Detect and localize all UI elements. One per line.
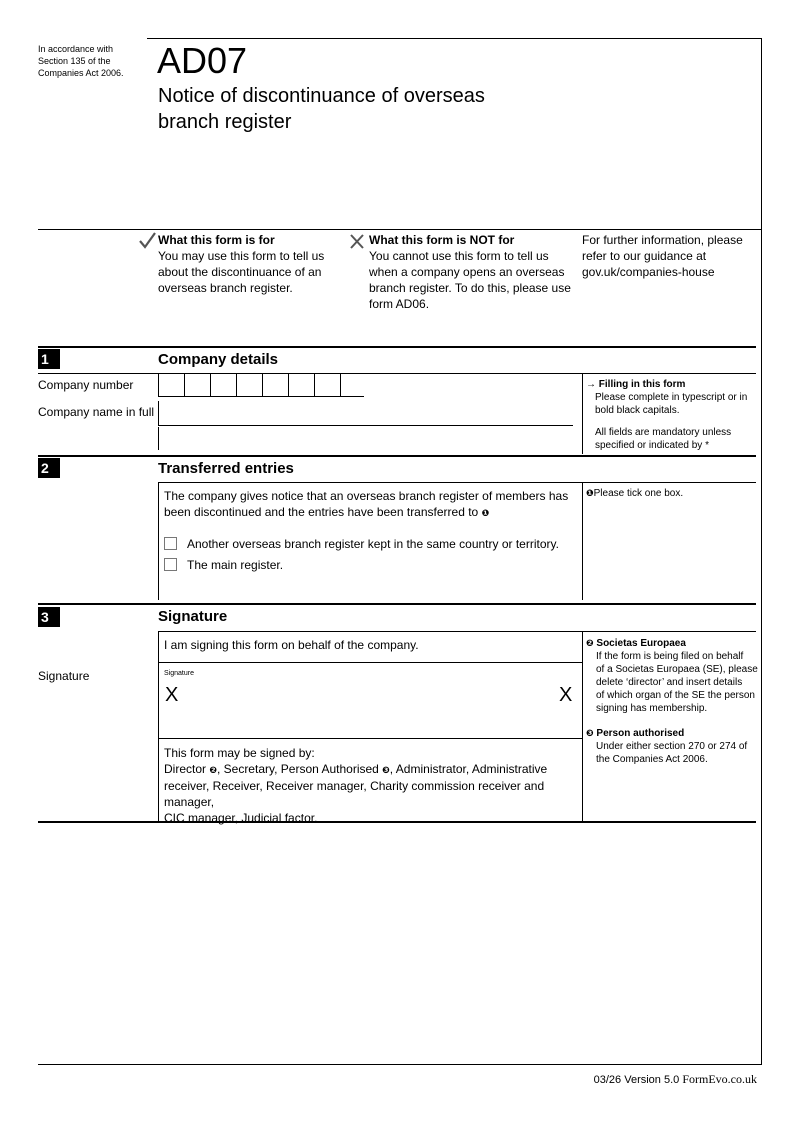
for-text-line: overseas branch register. (158, 281, 293, 295)
check-mark-icon (137, 230, 157, 250)
note-text-line: bold black capitals. (595, 405, 680, 416)
person-authorised-heading (586, 727, 758, 740)
not-for-text-line: branch register. To do this, please use (369, 281, 571, 295)
signatory-text: Director (164, 762, 210, 776)
version-text: 03/26 Version 5.0 (593, 1074, 680, 1086)
section3-number: 3 (38, 607, 60, 627)
info-text-line: refer to our guidance at (582, 249, 707, 263)
filling-in-note (586, 378, 756, 452)
not-for-heading: What this form is NOT for (369, 233, 515, 247)
option-main-register-checkbox[interactable] (164, 558, 177, 571)
option-main-register-label: The main register. (187, 558, 284, 572)
section3-bottom-rule (38, 821, 756, 823)
tick-one-box-note (586, 487, 756, 500)
section1-side-divider (582, 374, 583, 454)
footer-version (560, 1072, 757, 1087)
section3-side-divider (582, 631, 583, 821)
transfer-notice-line (164, 504, 579, 521)
option-another-branch-checkbox[interactable] (164, 537, 177, 550)
note-text-line: Under either section 270 or 274 of (596, 741, 748, 752)
note-marker-1: ❶ (481, 508, 490, 518)
section1-number: 1 (38, 349, 60, 369)
section2-number: 2 (38, 458, 60, 478)
signature-box-label: Signature (164, 670, 194, 677)
brand-text: FormEvo.co.uk (682, 1072, 757, 1086)
company-name-field[interactable] (158, 401, 573, 426)
section2-top-rule (38, 455, 756, 457)
for-heading: What this form is for (158, 233, 275, 247)
note-text-line: delete ‘director’ and insert details (596, 677, 743, 688)
page-title (158, 83, 485, 135)
note-marker-3: ❸ (586, 728, 594, 738)
note-marker-3: ❸ (382, 765, 390, 775)
what-form-is-not-for (369, 232, 579, 312)
form-code: AD07 (157, 40, 248, 81)
transfer-notice (164, 488, 579, 521)
note-text-line: of which organ of the SE the person (596, 690, 755, 701)
note-text-line: signing has membership. (596, 703, 708, 714)
section1-top-rule (38, 346, 756, 348)
company-number-label: Company number (38, 378, 134, 392)
transfer-notice-text: been discontinued and the entries have been transferred to (164, 505, 479, 519)
legal-note (38, 43, 148, 79)
note-text-line: specified or indicated by * (595, 440, 709, 451)
societas-europaea-heading (586, 637, 758, 650)
legal-note-line: In accordance with (38, 44, 114, 54)
legal-note-line: Section 135 of the (38, 56, 111, 66)
section2-left-border (158, 482, 159, 600)
note-text-line: If the form is being filed on behalf (596, 651, 744, 662)
section1-title: Company details (158, 351, 279, 368)
frame-right-border (761, 38, 762, 1065)
company-name-label: Company name in full (38, 405, 155, 419)
tick-one-box-text: Please tick one box. (593, 488, 684, 499)
company-number-digit-box[interactable] (262, 374, 288, 396)
option-another-branch-label: Another overseas branch register kept in the same country or territory. (187, 537, 559, 551)
company-number-digit-box[interactable] (288, 374, 314, 396)
sign-here-right-mark: X (559, 684, 573, 706)
section1-title-rule (38, 373, 756, 374)
section3-top-rule (38, 603, 756, 605)
filling-in-note-heading (586, 378, 756, 391)
note-heading-text: Person authorised (596, 728, 685, 739)
company-name-field-line2[interactable] (158, 427, 573, 450)
section3-title: Signature (158, 608, 228, 625)
section3-title-rule (158, 631, 756, 632)
for-text-line: You may use this form to tell us (158, 249, 325, 263)
signature-box[interactable] (158, 663, 582, 739)
frame-bottom-border (38, 1064, 762, 1065)
company-number-digit-box[interactable] (184, 374, 210, 396)
signature-label: Signature (38, 669, 90, 683)
signing-statement: I am signing this form on behalf of the company. (164, 638, 419, 652)
company-number-field[interactable] (158, 374, 364, 397)
transfer-notice-line: The company gives notice that an overseas branch register of members has (164, 489, 569, 503)
note-text-line: Please complete in typescript or in (595, 392, 748, 403)
arrow-right-icon: → (586, 379, 596, 390)
info-text-line: For further information, please (582, 233, 743, 247)
signatory-line: CIC manager, Judicial factor. (164, 811, 318, 825)
note-heading-text: Societas Europaea (596, 638, 686, 649)
section2-side-divider (582, 482, 583, 600)
note-text-line: of a Societas Europaea (SE), please (596, 664, 758, 675)
note-text-line: the Companies Act 2006. (596, 754, 708, 765)
company-number-digit-box[interactable] (314, 374, 340, 396)
sign-here-left-mark: X (165, 684, 179, 706)
note-marker-2: ❷ (586, 638, 594, 648)
company-number-digit-box[interactable] (158, 374, 184, 396)
cross-icon (349, 233, 365, 249)
note-heading-text: Filling in this form (598, 379, 686, 390)
page-title-line: branch register (158, 111, 292, 133)
further-info (582, 232, 757, 280)
not-for-text-line: form AD06. (369, 297, 430, 311)
not-for-text-line: when a company opens an overseas (369, 265, 565, 279)
what-form-is-for (158, 232, 338, 296)
section2-title-rule (158, 482, 756, 483)
signatory-list (164, 745, 579, 826)
signatory-heading: This form may be signed by: (164, 746, 315, 760)
info-text-line[interactable]: gov.uk/companies-house (582, 265, 715, 279)
section2-title: Transferred entries (158, 460, 294, 477)
not-for-text-line: You cannot use this form to tell us (369, 249, 549, 263)
note-text-line: All fields are mandatory unless (595, 427, 732, 438)
company-number-digit-box[interactable] (236, 374, 262, 396)
signatory-text: , Secretary, Person Authorised (216, 762, 383, 776)
page-title-line: Notice of discontinuance of overseas (158, 85, 485, 107)
signatory-text: , Administrator, Administrative (389, 762, 548, 776)
note-marker-1: ❶ (586, 488, 594, 498)
signatory-line (164, 761, 579, 778)
legal-note-line: Companies Act 2006. (38, 68, 124, 78)
note-marker-2: ❷ (209, 765, 217, 775)
company-number-digit-box[interactable] (340, 374, 366, 396)
for-text-line: about the discontinuance of an (158, 265, 322, 279)
societas-europaea-note (586, 637, 758, 715)
frame-top-border (147, 38, 762, 39)
company-number-digit-box[interactable] (210, 374, 236, 396)
signatory-line: receiver, Receiver, Receiver manager, Charity commission receiver and manager, (164, 779, 545, 809)
person-authorised-note (586, 727, 758, 766)
